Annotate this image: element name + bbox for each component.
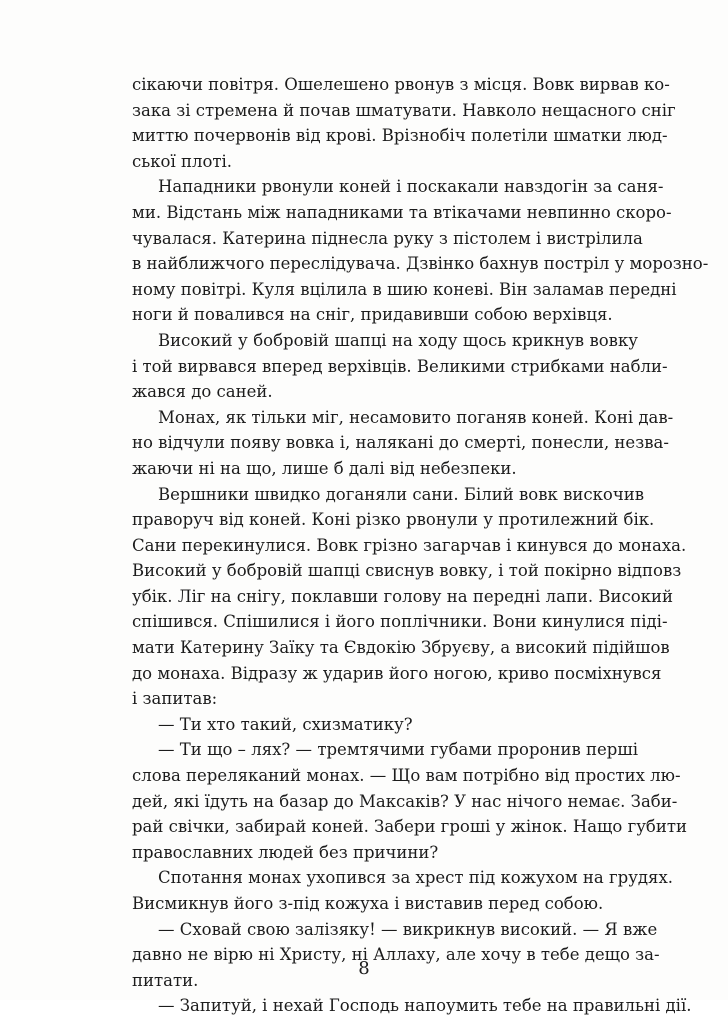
- text-line: Вершники швидко доганяли сани. Білий вовк вискочив: [158, 484, 645, 504]
- text-line: слова переляканий монах. — Що вам потрібно від простих лю-: [132, 766, 681, 786]
- text-line: — Сховай свою залізяку! — викрикнув високий. — Я вже: [158, 919, 658, 939]
- text-line: зака зі стремена й почав шматувати. Навколо нещасного сніг: [132, 100, 676, 120]
- text-line: в найближчого переслідувача. Дзвінко бахнув постріл у морозно-: [132, 254, 709, 274]
- text-line: спішився. Спішилися і його поплічники. Вони кинулися піді-: [132, 612, 668, 632]
- text-line: православних людей без причини?: [132, 842, 439, 862]
- paragraph: [132, 405, 674, 482]
- text-line: — Ти що – лях? — тремтячими губами проронив перші: [158, 740, 638, 760]
- text-line: убік. Ліг на снігу, поклавши голову на передні лапи. Високий: [132, 586, 674, 606]
- text-line: Високий у бобровій шапці свиснув вовку, і той покірно відповз: [132, 561, 682, 581]
- paragraph: [132, 328, 668, 405]
- text-line: Висмикнув його з-під кожуха і виставив перед собою.: [132, 894, 604, 913]
- text-line: жався до саней.: [132, 382, 273, 402]
- text-line: ми. Відстань між нападниками та втікачами невпинно скоро-: [132, 202, 672, 222]
- text-line: ному повітрі. Куля вцілила в шию коневі. Він заламав передні: [132, 279, 677, 299]
- body-text: [132, 72, 709, 1019]
- paragraph: [132, 917, 660, 994]
- text-line: Високий у бобровій шапці на ходу щось крикнув вовку: [158, 330, 638, 350]
- paragraph: [132, 737, 687, 865]
- paragraph: [132, 993, 692, 1019]
- paragraph: [132, 865, 674, 916]
- text-line: Нападники рвонули коней і поскакали навздогін за саня-: [158, 177, 664, 197]
- text-line: Спотання монах ухопився за хрест під кожухом на грудях.: [158, 868, 674, 888]
- text-line: рай свічки, забирай коней. Забери гроші у жінок. Нащо губити: [132, 817, 687, 837]
- text-line: миттю почервонів від крові. Врізнобіч полетіли шматки люд-: [132, 126, 668, 146]
- text-line: Монах, як тільки міг, несамовито поганяв коней. Коні дав-: [158, 407, 674, 427]
- text-line: Сани перекинулися. Вовк грізно загарчав і кинувся до монаха.: [132, 535, 687, 555]
- text-line: сікаючи повітря. Ошелешено рвонув з місця. Вовк вирвав ко-: [132, 75, 670, 94]
- text-line: дей, які їдуть на базар до Максаків? У нас нічого немає. Заби-: [132, 791, 678, 811]
- text-line: жаючи ні на що, лише б далі від небезпеки.: [132, 458, 517, 478]
- text-line: ської плоті.: [132, 151, 233, 171]
- paragraph: [132, 712, 638, 738]
- paragraph: [132, 174, 709, 328]
- page-number: 8: [358, 958, 370, 979]
- text-line: — Запитуй, і нехай Господь напоумить тебе на правильні дії.: [158, 996, 692, 1016]
- text-line: до монаха. Відразу ж ударив його ногою, криво посміхнувся: [132, 663, 662, 683]
- text-line: ноги й повалився на сніг, придавивши собою верхівця.: [132, 305, 613, 325]
- text-line: но відчули появу вовка і, налякані до смерті, понесли, незва-: [132, 433, 669, 453]
- text-line: чувалася. Катерина піднесла руку з пістолем і вистрілила: [132, 228, 643, 248]
- paragraph: [132, 482, 687, 712]
- text-line: праворуч від коней. Коні різко рвонули у протилежний бік.: [132, 510, 655, 530]
- text-line: — Ти хто такий, схизматику?: [158, 714, 413, 734]
- text-line: мати Катерину Заїку та Євдокію Збруєву, а високий підійшов: [132, 638, 670, 658]
- paragraph: [132, 72, 676, 174]
- text-line: давно не вірю ні Христу, ні Аллаху, але хочу в тебе дещо за-: [132, 945, 660, 965]
- text-line: і той вирвався вперед верхівців. Великими стрибками набли-: [132, 356, 668, 376]
- text-line: і запитав:: [132, 689, 218, 709]
- text-line: питати.: [132, 970, 199, 990]
